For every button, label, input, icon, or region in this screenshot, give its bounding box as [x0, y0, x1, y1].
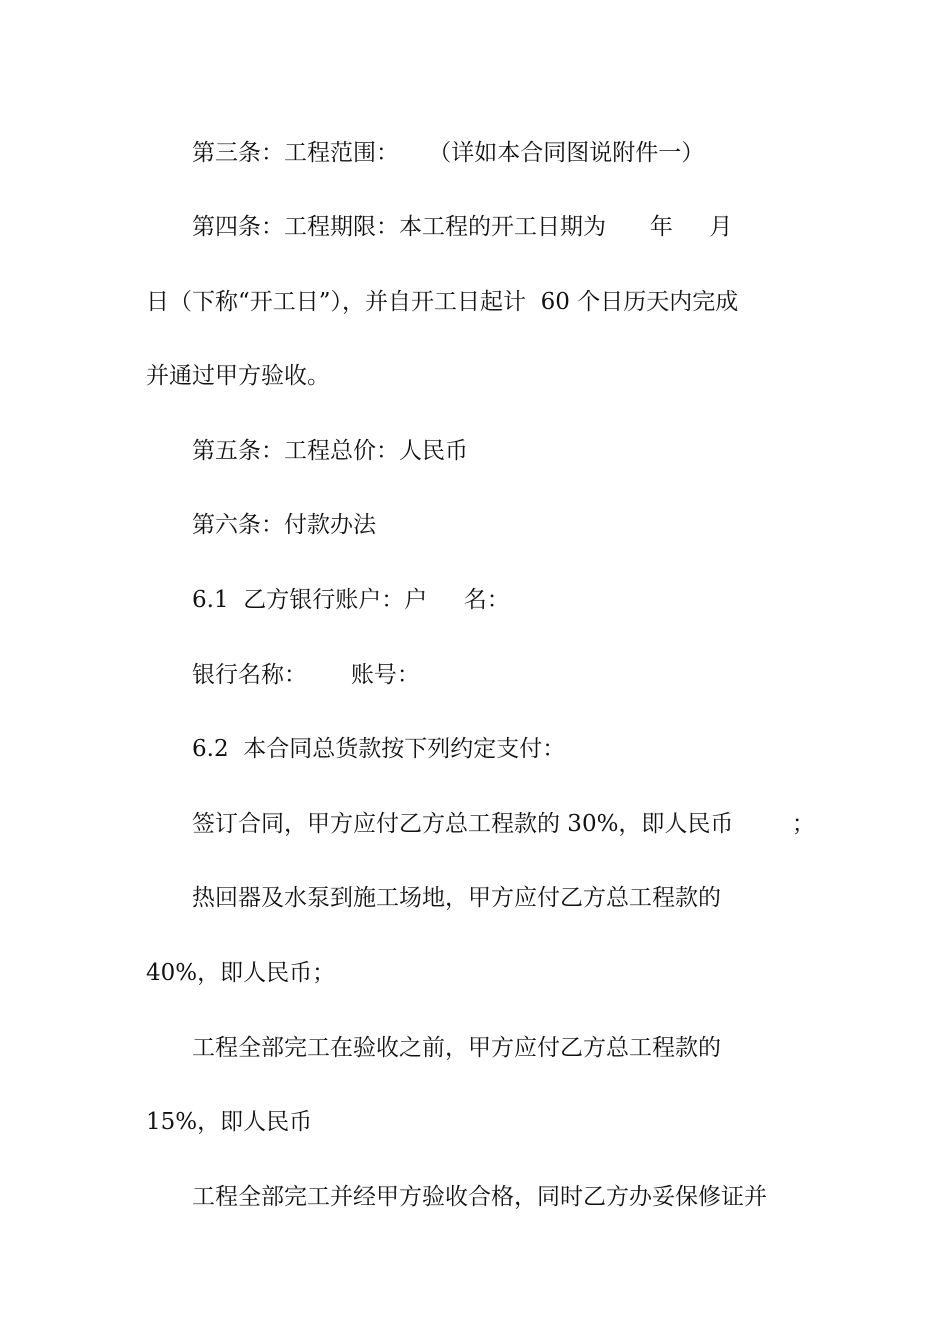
- payment-after-acceptance: 工程全部完工并经甲方验收合格，同时乙方办妥保修证并: [192, 1184, 767, 1210]
- clause-4-period-cont: 日（下称“开工日”），并自开工日起计 60 个日历天内完成: [146, 289, 739, 315]
- clause-5-total-price: 第五条：工程总价：人民币: [192, 438, 468, 464]
- payment-before-acceptance-amount: 15%，即人民币: [146, 1109, 313, 1135]
- payment-signing: 签订合同，甲方应付乙方总工程款的 30%，即人民币 ；: [192, 811, 815, 837]
- payment-before-acceptance: 工程全部完工在验收之前，甲方应付乙方总工程款的: [192, 1035, 721, 1061]
- clause-6-2-schedule: 6.2 本合同总货款按下列约定支付：: [192, 736, 566, 762]
- clause-4-period: 第四条：工程期限：本工程的开工日期为 年 月: [192, 214, 733, 240]
- payment-equipment-arrival: 热回器及水泵到施工场地，甲方应付乙方总工程款的: [192, 885, 721, 911]
- clause-3-scope: 第三条：工程范围： （详如本合同图说附件一）: [192, 140, 705, 166]
- clause-6-payment: 第六条：付款办法: [192, 512, 376, 538]
- clause-4-period-end: 并通过甲方验收。: [146, 363, 330, 389]
- clause-6-1-bank-account: 6.1 乙方银行账户：户 名：: [192, 587, 510, 613]
- bank-name-account: 银行名称： 账号：: [192, 662, 420, 688]
- payment-equipment-amount: 40%，即人民币；: [146, 960, 336, 986]
